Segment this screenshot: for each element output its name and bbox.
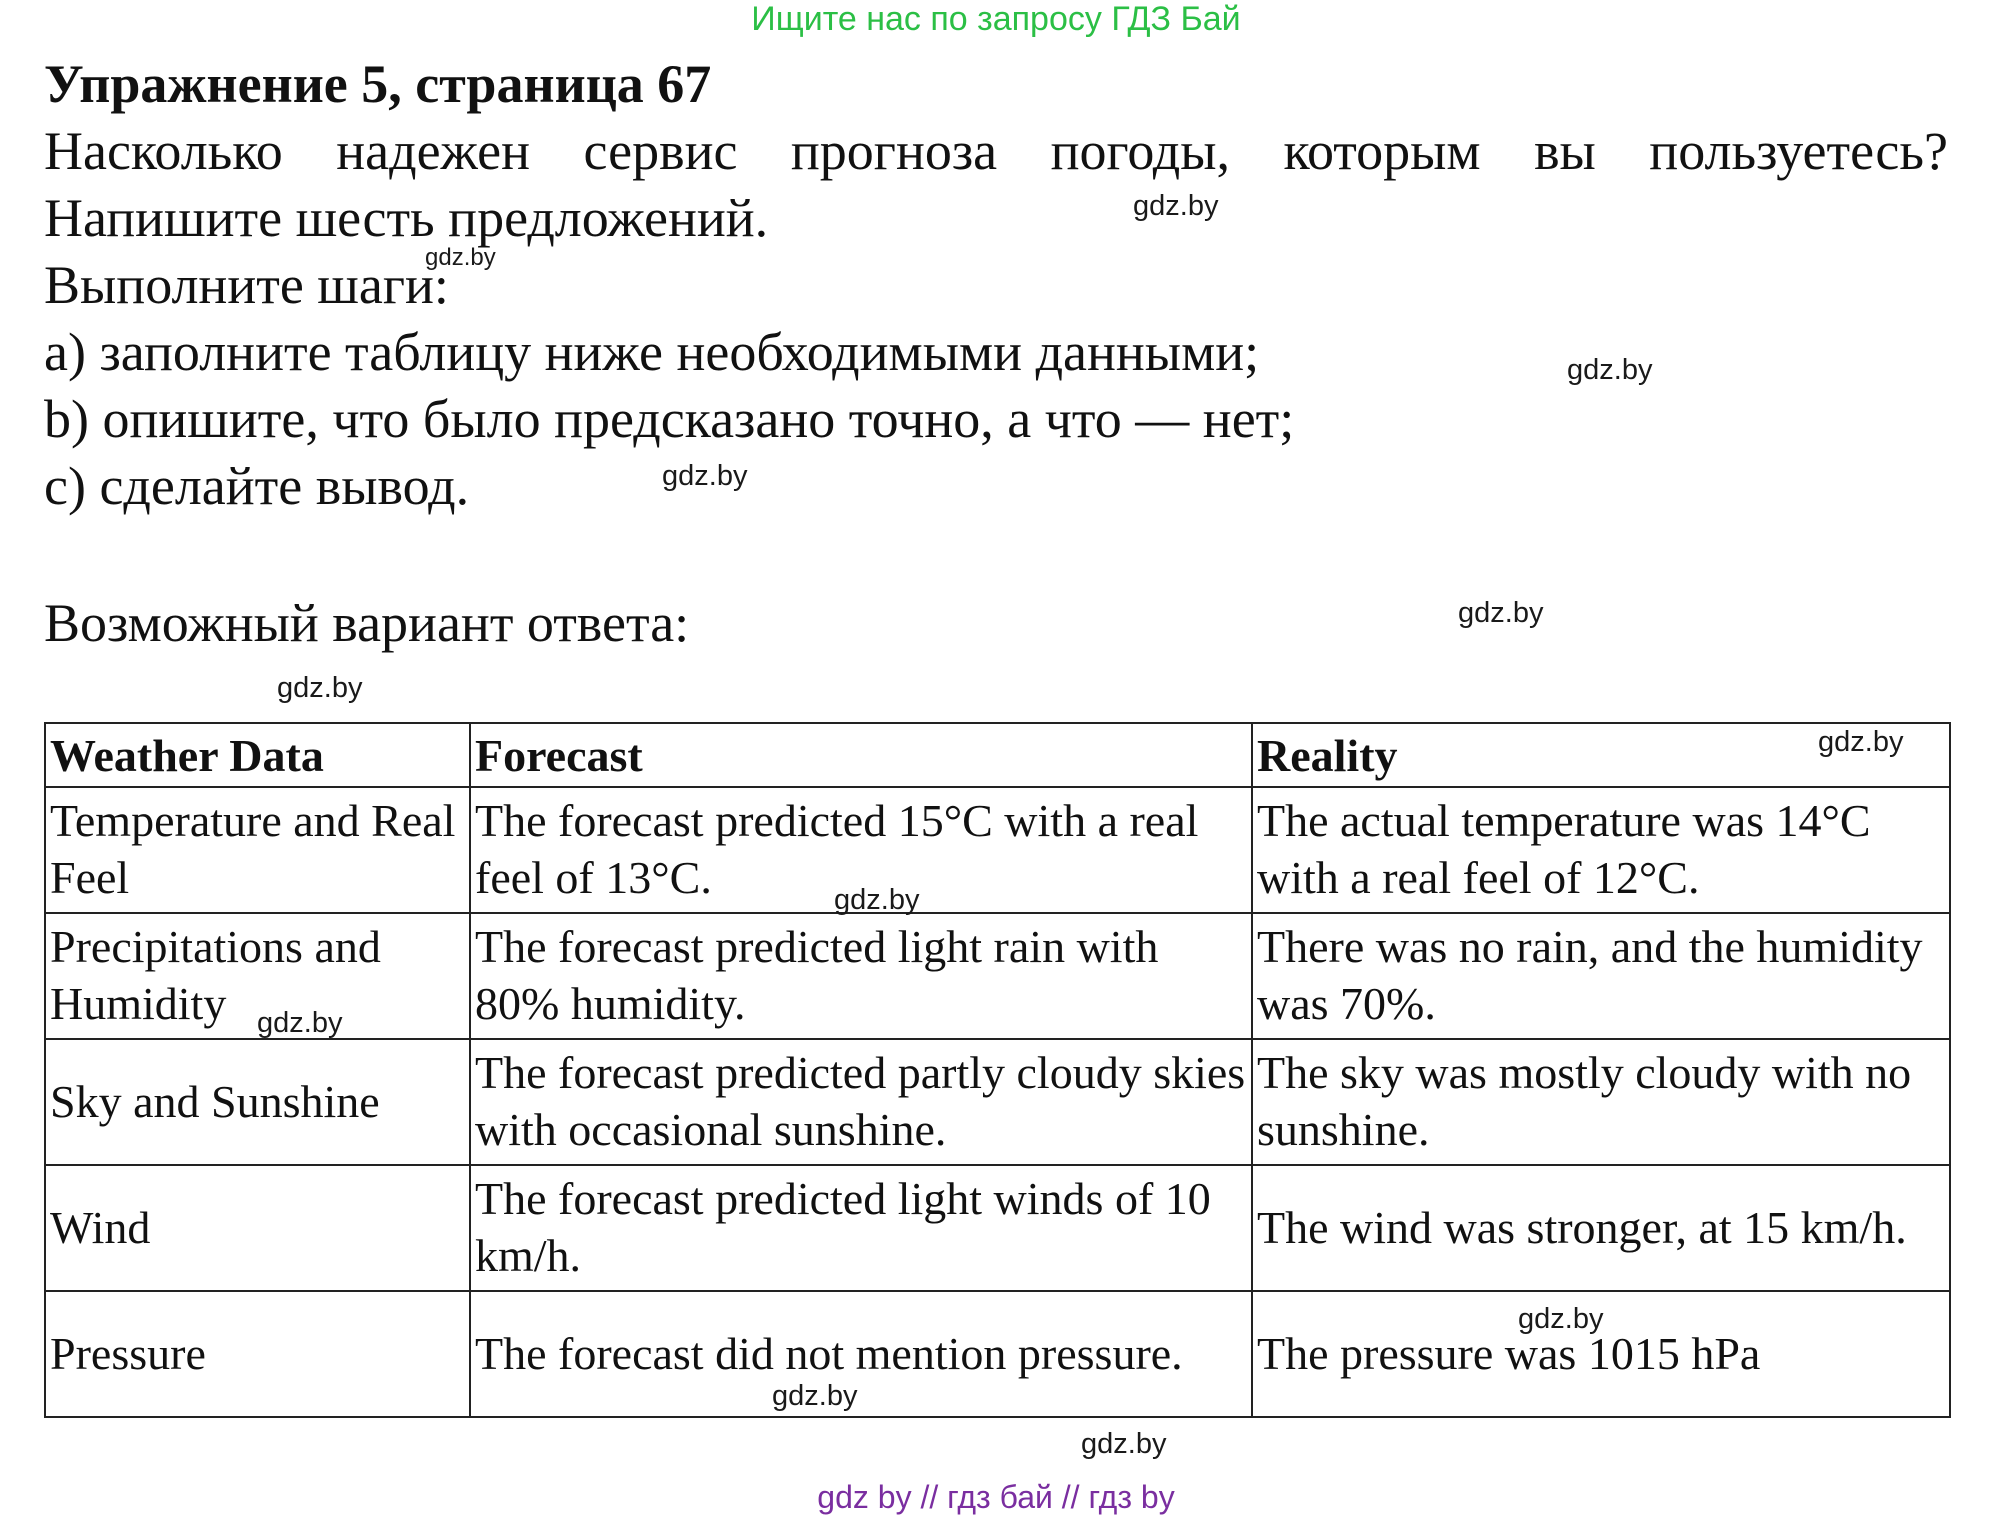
- task-line-2: Напишите шесть предложений.: [44, 188, 769, 248]
- header-forecast: Forecast: [470, 723, 1252, 787]
- cell-forecast: The forecast predicted partly cloudy skies with occasional sunshine.: [470, 1039, 1252, 1165]
- top-banner: Ищите нас по запросу ГДЗ Бай: [751, 0, 1241, 38]
- cell-weather-data: Precipitations and Humidity: [45, 913, 470, 1039]
- table-header-row: [45, 723, 1950, 787]
- cell-weather-data: Sky and Sunshine: [45, 1039, 470, 1165]
- watermark: gdz.by: [277, 672, 363, 704]
- cell-weather-data: Wind: [45, 1165, 470, 1291]
- cell-reality: There was no rain, and the humidity was 70%.: [1252, 913, 1950, 1039]
- watermark: gdz.by: [257, 1007, 343, 1039]
- cell-reality: The wind was stronger, at 15 km/h.: [1252, 1165, 1950, 1291]
- steps-heading: Выполните шаги:: [44, 255, 449, 315]
- exercise-title: Упражнение 5, страница 67: [44, 54, 712, 114]
- task-line-1: Насколько надежен сервис прогноза погоды, которым вы пользуетесь?: [44, 121, 1948, 181]
- table-row: [45, 1039, 1950, 1165]
- header-reality: Reality: [1252, 723, 1950, 787]
- cell-forecast: The forecast predicted 15°C with a real feel of 13°C.: [470, 787, 1252, 913]
- watermark: gdz.by: [1133, 190, 1219, 222]
- cell-forecast: The forecast predicted light rain with 80% humidity.: [470, 913, 1252, 1039]
- task-text: [44, 118, 1948, 252]
- watermark: gdz.by: [1458, 597, 1544, 629]
- table-row: [45, 787, 1950, 913]
- step-b: b) опишите, что было предсказано точно, а что — нет;: [44, 389, 1295, 449]
- cell-forecast: The forecast did not mention pressure.: [470, 1291, 1252, 1417]
- watermark: gdz.by: [772, 1380, 858, 1412]
- cell-reality: The sky was mostly cloudy with no sunshine.: [1252, 1039, 1950, 1165]
- table-row: [45, 1291, 1950, 1417]
- weather-comparison-table: [44, 722, 1951, 1418]
- watermark: gdz.by: [1518, 1303, 1604, 1335]
- footer-links: gdz by // гдз бай // гдз by: [817, 1479, 1175, 1515]
- watermark: gdz.by: [1081, 1428, 1167, 1460]
- cell-weather-data: Temperature and Real Feel: [45, 787, 470, 913]
- table-row: [45, 1165, 1950, 1291]
- answer-label: Возможный вариант ответа:: [44, 593, 690, 653]
- cell-weather-data: Pressure: [45, 1291, 470, 1417]
- watermark: gdz.by: [1567, 354, 1653, 386]
- watermark: gdz.by: [425, 244, 496, 271]
- watermark: gdz.by: [1818, 726, 1904, 758]
- step-c: c) сделайте вывод.: [44, 456, 470, 516]
- cell-reality: The actual temperature was 14°C with a real feel of 12°C.: [1252, 787, 1950, 913]
- step-a: a) заполните таблицу ниже необходимыми данными;: [44, 322, 1260, 382]
- cell-reality: The pressure was 1015 hPa: [1252, 1291, 1950, 1417]
- cell-forecast: The forecast predicted light winds of 10 km/h.: [470, 1165, 1252, 1291]
- watermark: gdz.by: [662, 460, 748, 492]
- header-weather-data: Weather Data: [45, 723, 470, 787]
- watermark: gdz.by: [834, 884, 920, 916]
